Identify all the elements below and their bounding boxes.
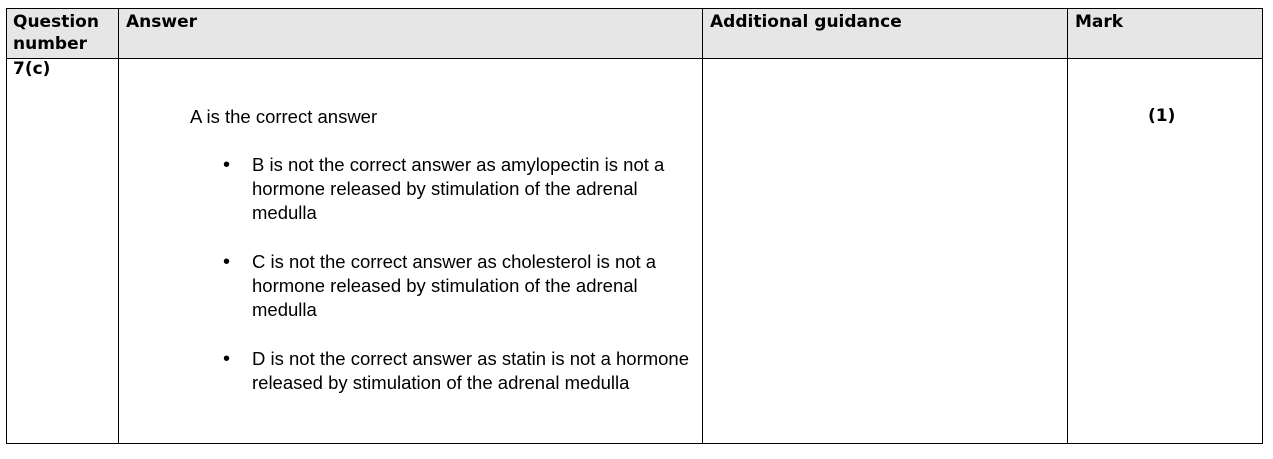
correct-answer-text: A is the correct answer xyxy=(190,106,378,127)
answer-cell xyxy=(119,59,703,444)
question-number-cell xyxy=(7,59,119,444)
table-row xyxy=(7,59,1263,444)
header-answer: Answer xyxy=(119,9,703,59)
bullet-icon: • xyxy=(223,251,231,273)
distractor-text: D is not the correct answer as statin is not a hormone released by stimulation of the adrenal medulla xyxy=(252,348,690,393)
bullet-icon: • xyxy=(223,154,231,176)
distractor-text: B is not the correct answer as amylopectin is not a hormone released by stimulation of the adrenal medulla xyxy=(252,154,665,223)
header-mark: Mark xyxy=(1068,9,1263,59)
mark-value: (1) xyxy=(1148,106,1176,126)
header-row xyxy=(7,9,1263,59)
distractor-text: C is not the correct answer as cholesterol is not a hormone released by stimulation of the adrenal medulla xyxy=(252,251,657,320)
list-item xyxy=(190,153,702,225)
list-item xyxy=(190,347,702,395)
additional-guidance-cell xyxy=(703,59,1068,444)
header-additional-guidance: Additional guidance xyxy=(703,9,1068,59)
bullet-icon: • xyxy=(223,348,231,370)
question-number: 7(c) xyxy=(13,59,51,79)
mark-cell xyxy=(1068,59,1263,444)
list-item xyxy=(190,250,702,322)
answer-content xyxy=(119,59,702,395)
mark-scheme-table xyxy=(6,8,1263,444)
distractor-list xyxy=(190,153,702,395)
header-question-number: Question number xyxy=(7,9,119,59)
